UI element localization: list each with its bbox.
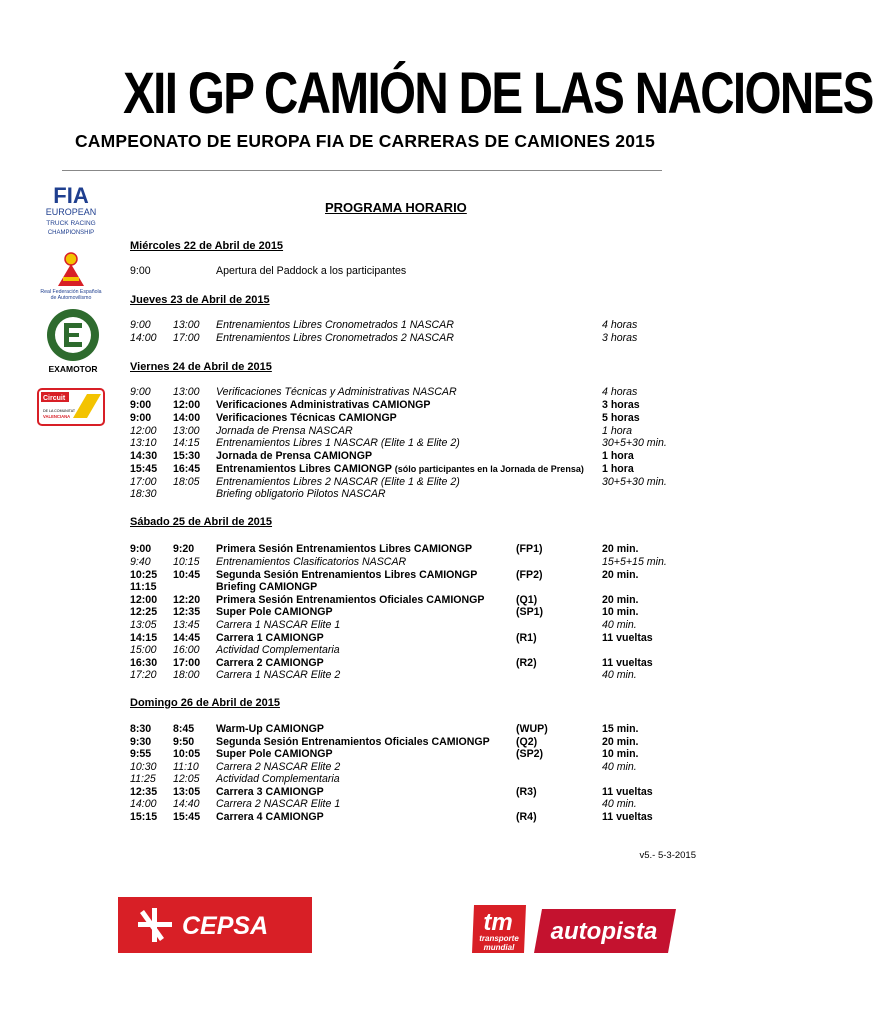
tm-logo-text: tm xyxy=(483,909,513,936)
day-heading: Miércoles 22 de Abril de 2015 xyxy=(130,240,284,252)
fia-logo xyxy=(40,183,104,241)
start-time: 15:45 xyxy=(130,463,158,475)
end-time: 10:05 xyxy=(173,748,201,760)
session-code: (WUP) xyxy=(516,723,548,735)
start-time: 17:20 xyxy=(130,669,157,681)
examotor-logo-text: EXAMOTOR xyxy=(48,364,98,374)
start-time: 9:00 xyxy=(130,319,151,331)
duration: 10 min. xyxy=(602,748,639,760)
start-time: 9:00 xyxy=(130,412,152,424)
event-name: Jornada de Prensa NASCAR xyxy=(216,425,353,437)
event-name: Entrenamientos Libres Cronometrados 1 NASCAR xyxy=(216,319,454,331)
schedule-row xyxy=(130,556,670,569)
event-name-text: Entrenamientos Libres CAMIONGP xyxy=(216,463,392,475)
duration: 11 vueltas xyxy=(602,632,653,644)
duration: 5 horas xyxy=(602,412,640,424)
end-time: 12:00 xyxy=(173,399,201,411)
start-time: 12:00 xyxy=(130,594,158,606)
event-name: Entrenamientos Libres Cronometrados 2 NASCAR xyxy=(216,332,454,344)
start-time: 18:30 xyxy=(130,488,157,500)
duration: 15 min. xyxy=(602,723,639,735)
duration: 4 horas xyxy=(602,386,638,398)
start-time: 9:00 xyxy=(130,386,151,398)
fia-logo-line4: CHAMPIONSHIP xyxy=(47,230,95,236)
duration: 10 min. xyxy=(602,606,639,618)
duration: 1 hora xyxy=(602,425,633,437)
tm-logo-line2: transporte xyxy=(479,934,519,943)
event-name: Carrera 1 NASCAR Elite 2 xyxy=(216,669,341,681)
end-time: 15:30 xyxy=(173,450,201,462)
start-time: 13:05 xyxy=(130,619,157,631)
duration: 20 min. xyxy=(602,543,639,555)
fia-logo-line2: EUROPEAN xyxy=(45,207,97,217)
start-time: 9:00 xyxy=(130,265,151,277)
examotor-logo xyxy=(42,306,106,376)
start-time: 16:30 xyxy=(130,657,158,669)
event-name: Super Pole CAMIONGP xyxy=(216,748,333,760)
start-time: 9:00 xyxy=(130,543,152,555)
event-name: Actividad Complementaria xyxy=(216,644,340,656)
transporte-mundial-logo xyxy=(470,903,528,955)
duration: 11 vueltas xyxy=(602,811,653,823)
event-name: Primera Sesión Entrenamientos Libres CAMIONGP xyxy=(216,543,473,555)
end-time: 16:00 xyxy=(173,644,200,656)
event-name: Verificaciones Técnicas y Administrativas NASCAR xyxy=(216,386,457,398)
day-heading: Domingo 26 de Abril de 2015 xyxy=(130,697,280,709)
day-heading: Sábado 25 de Abril de 2015 xyxy=(130,516,273,528)
session-code: (FP2) xyxy=(516,569,543,581)
schedule-row xyxy=(130,450,670,463)
end-time: 14:15 xyxy=(173,437,200,449)
event-name: Carrera 1 CAMIONGP xyxy=(216,632,324,644)
end-time: 13:05 xyxy=(173,786,201,798)
event-name: Apertura del Paddock a los participantes xyxy=(216,265,407,277)
schedule-row xyxy=(130,319,670,332)
start-time: 14:15 xyxy=(130,632,158,644)
schedule-row xyxy=(130,606,670,619)
start-time: 15:15 xyxy=(130,811,158,823)
schedule-row xyxy=(130,669,670,682)
duration: 4 horas xyxy=(602,319,638,331)
start-time: 17:00 xyxy=(130,476,157,488)
start-time: 9:55 xyxy=(130,748,152,760)
cepsa-logo xyxy=(118,897,312,953)
end-time: 11:10 xyxy=(173,761,199,773)
end-time: 12:20 xyxy=(173,594,201,606)
circuit-logo-line2: DE LA COMUNITAT xyxy=(43,409,76,413)
end-time: 18:05 xyxy=(173,476,200,488)
start-time: 9:30 xyxy=(130,736,152,748)
event-name: Verificaciones Técnicas CAMIONGP xyxy=(216,412,397,424)
end-time: 18:00 xyxy=(173,669,200,681)
session-code: (Q2) xyxy=(516,736,538,748)
schedule-row xyxy=(130,386,670,399)
event-name: Carrera 4 CAMIONGP xyxy=(216,811,324,823)
end-time: 12:05 xyxy=(173,773,200,785)
event-name: Verificaciones Administrativas CAMIONGP xyxy=(216,399,431,411)
start-time: 11:15 xyxy=(130,581,157,593)
duration: 40 min. xyxy=(602,619,637,631)
event-name xyxy=(216,463,584,476)
duration: 30+5+30 min. xyxy=(602,476,667,488)
rfea-logo xyxy=(36,250,106,300)
schedule-row xyxy=(130,399,670,412)
session-code: (Q1) xyxy=(516,594,538,606)
end-time: 12:35 xyxy=(173,606,201,618)
fia-logo-line3: TRUCK RACING xyxy=(46,220,96,227)
session-code: (R1) xyxy=(516,632,537,644)
schedule-row xyxy=(130,811,670,824)
duration: 40 min. xyxy=(602,798,637,810)
duration: 30+5+30 min. xyxy=(602,437,667,449)
event-title: XII GP CAMIÓN DE LAS NACIONES xyxy=(123,61,873,126)
duration: 40 min. xyxy=(602,761,637,773)
start-time: 10:25 xyxy=(130,569,158,581)
document-version: v5.- 5-3-2015 xyxy=(639,850,696,861)
session-code: (R3) xyxy=(516,786,537,798)
event-name: Segunda Sesión Entrenamientos Libres CAMIONGP xyxy=(216,569,478,581)
session-code: (R2) xyxy=(516,657,537,669)
duration: 11 vueltas xyxy=(602,657,653,669)
rfea-logo-line2: de Automovilismo xyxy=(50,295,92,301)
start-time: 12:35 xyxy=(130,786,158,798)
schedule-row xyxy=(130,488,670,501)
schedule-row xyxy=(130,748,670,761)
end-time: 14:45 xyxy=(173,632,201,644)
circuit-logo-line1: Circuit xyxy=(43,395,66,402)
event-name: Entrenamientos Libres 1 NASCAR (Elite 1 & Elite 2) xyxy=(216,437,460,449)
event-name: Super Pole CAMIONGP xyxy=(216,606,333,618)
tm-logo-line3: mundial xyxy=(483,943,515,952)
circuit-logo-line3: VALENCIANA xyxy=(43,414,71,419)
event-name: Jornada de Prensa CAMIONGP xyxy=(216,450,373,462)
schedule-row xyxy=(130,773,670,786)
end-time: 13:45 xyxy=(173,619,200,631)
end-time: 8:45 xyxy=(173,723,195,735)
start-time: 9:40 xyxy=(130,556,151,568)
event-note: (sólo participantes en la Jornada de Prensa) xyxy=(394,464,584,474)
start-time: 12:25 xyxy=(130,606,158,618)
end-time: 17:00 xyxy=(173,657,201,669)
end-time: 16:45 xyxy=(173,463,201,475)
duration: 20 min. xyxy=(602,569,639,581)
autopista-logo xyxy=(534,909,676,953)
schedule-row xyxy=(130,543,670,556)
autopista-logo-text: autopista xyxy=(550,918,658,945)
end-time: 13:00 xyxy=(173,319,200,331)
event-name: Carrera 2 CAMIONGP xyxy=(216,657,324,669)
end-time: 9:50 xyxy=(173,736,195,748)
start-time: 8:30 xyxy=(130,723,152,735)
duration: 1 hora xyxy=(602,450,634,462)
event-name: Entrenamientos Clasificatorios NASCAR xyxy=(216,556,407,568)
event-name: Carrera 3 CAMIONGP xyxy=(216,786,324,798)
schedule-row xyxy=(130,463,670,476)
duration: 15+5+15 min. xyxy=(602,556,667,568)
start-time: 14:00 xyxy=(130,798,157,810)
session-code: (SP1) xyxy=(516,606,544,618)
event-name: Primera Sesión Entrenamientos Oficiales CAMIONGP xyxy=(216,594,485,606)
end-time: 13:00 xyxy=(173,386,200,398)
start-time: 14:00 xyxy=(130,332,157,344)
end-time: 10:15 xyxy=(173,556,200,568)
duration: 11 vueltas xyxy=(602,786,653,798)
event-name: Carrera 2 NASCAR Elite 2 xyxy=(216,761,341,773)
duration: 20 min. xyxy=(602,594,639,606)
event-name: Carrera 2 NASCAR Elite 1 xyxy=(216,798,341,810)
start-time: 11:25 xyxy=(130,773,156,785)
start-time: 14:30 xyxy=(130,450,158,462)
duration: 20 min. xyxy=(602,736,639,748)
header-divider xyxy=(62,170,662,171)
end-time: 13:00 xyxy=(173,425,200,437)
schedule-row xyxy=(130,798,670,811)
end-time: 15:45 xyxy=(173,811,201,823)
end-time: 14:40 xyxy=(173,798,200,810)
event-name: Briefing CAMIONGP xyxy=(216,581,318,593)
start-time: 9:00 xyxy=(130,399,152,411)
circuit-valencia-logo xyxy=(37,388,105,426)
schedule-row xyxy=(130,619,670,632)
event-name: Segunda Sesión Entrenamientos Oficiales CAMIONGP xyxy=(216,736,490,748)
duration: 40 min. xyxy=(602,669,637,681)
programa-heading: PROGRAMA HORARIO xyxy=(325,200,467,215)
day-heading: Jueves 23 de Abril de 2015 xyxy=(130,294,270,306)
event-name: Actividad Complementaria xyxy=(216,773,340,785)
cepsa-logo-mark xyxy=(118,897,312,953)
start-time: 15:00 xyxy=(130,644,157,656)
session-code: (R4) xyxy=(516,811,537,823)
duration: 3 horas xyxy=(602,399,640,411)
rfea-logo-line1: Real Federación Española xyxy=(40,289,102,295)
fia-logo-text: FIA xyxy=(53,183,89,208)
end-time: 17:00 xyxy=(173,332,200,344)
session-code: (FP1) xyxy=(516,543,543,555)
start-time: 10:30 xyxy=(130,761,157,773)
schedule-row xyxy=(130,265,670,278)
schedule-row xyxy=(130,332,670,345)
duration: 3 horas xyxy=(602,332,638,344)
schedule-row xyxy=(130,412,670,425)
day-heading: Viernes 24 de Abril de 2015 xyxy=(130,361,272,373)
event-name: Entrenamientos Libres 2 NASCAR (Elite 1 & Elite 2) xyxy=(216,476,460,488)
event-name: Warm-Up CAMIONGP xyxy=(216,723,324,735)
cepsa-logo-text: CEPSA xyxy=(182,912,269,940)
start-time: 13:10 xyxy=(130,437,157,449)
schedule-row xyxy=(130,723,670,736)
schedule-row xyxy=(130,437,670,450)
end-time: 14:00 xyxy=(173,412,201,424)
event-name: Carrera 1 NASCAR Elite 1 xyxy=(216,619,341,631)
event-subtitle: CAMPEONATO DE EUROPA FIA DE CARRERAS DE CAMIONES 2015 xyxy=(74,131,656,151)
start-time: 12:00 xyxy=(130,425,157,437)
schedule-row xyxy=(130,644,670,657)
end-time: 9:20 xyxy=(173,543,195,555)
session-code: (SP2) xyxy=(516,748,544,760)
duration: 1 hora xyxy=(602,463,634,475)
schedule-row xyxy=(130,581,670,594)
end-time: 10:45 xyxy=(173,569,201,581)
event-name: Briefing obligatorio Pilotos NASCAR xyxy=(216,488,386,500)
